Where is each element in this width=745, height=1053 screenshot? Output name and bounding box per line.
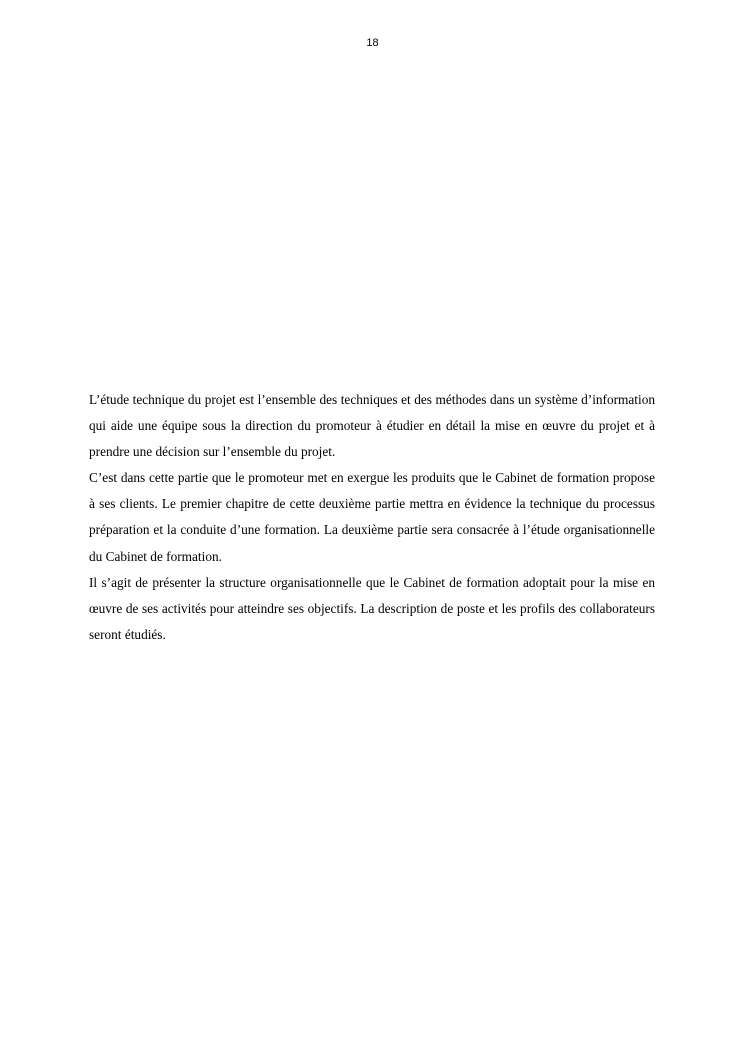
paragraph-products: C’est dans cette partie que le promoteur met en exergue les produits que le Cabinet de formation propose à ses clients. Le premier chapitre de cette deuxième partie mettra en évidence la technique du processus préparation et la conduite d’une formation. La deuxième partie sera consacrée à l’étude organisationnelle du Cabinet de formation. <box>89 470 655 564</box>
body-text <box>89 387 655 648</box>
paragraph-organisation: Il s’agit de présenter la structure organisationnelle que le Cabinet de formation adoptait pour la mise en œuvre de ses activités pour atteindre ses objectifs. La description de poste et les profils des collaborateurs seront étudiés. <box>89 574 655 642</box>
page-number: 18 <box>366 37 379 49</box>
paragraph-intro: L’étude technique du projet est l’ensemble des techniques et des méthodes dans un système d’information qui aide une équipe sous la direction du promoteur à étudier en détail la mise en œuvre du projet et à prendre une décision sur l’ensemble du projet. <box>89 392 655 460</box>
